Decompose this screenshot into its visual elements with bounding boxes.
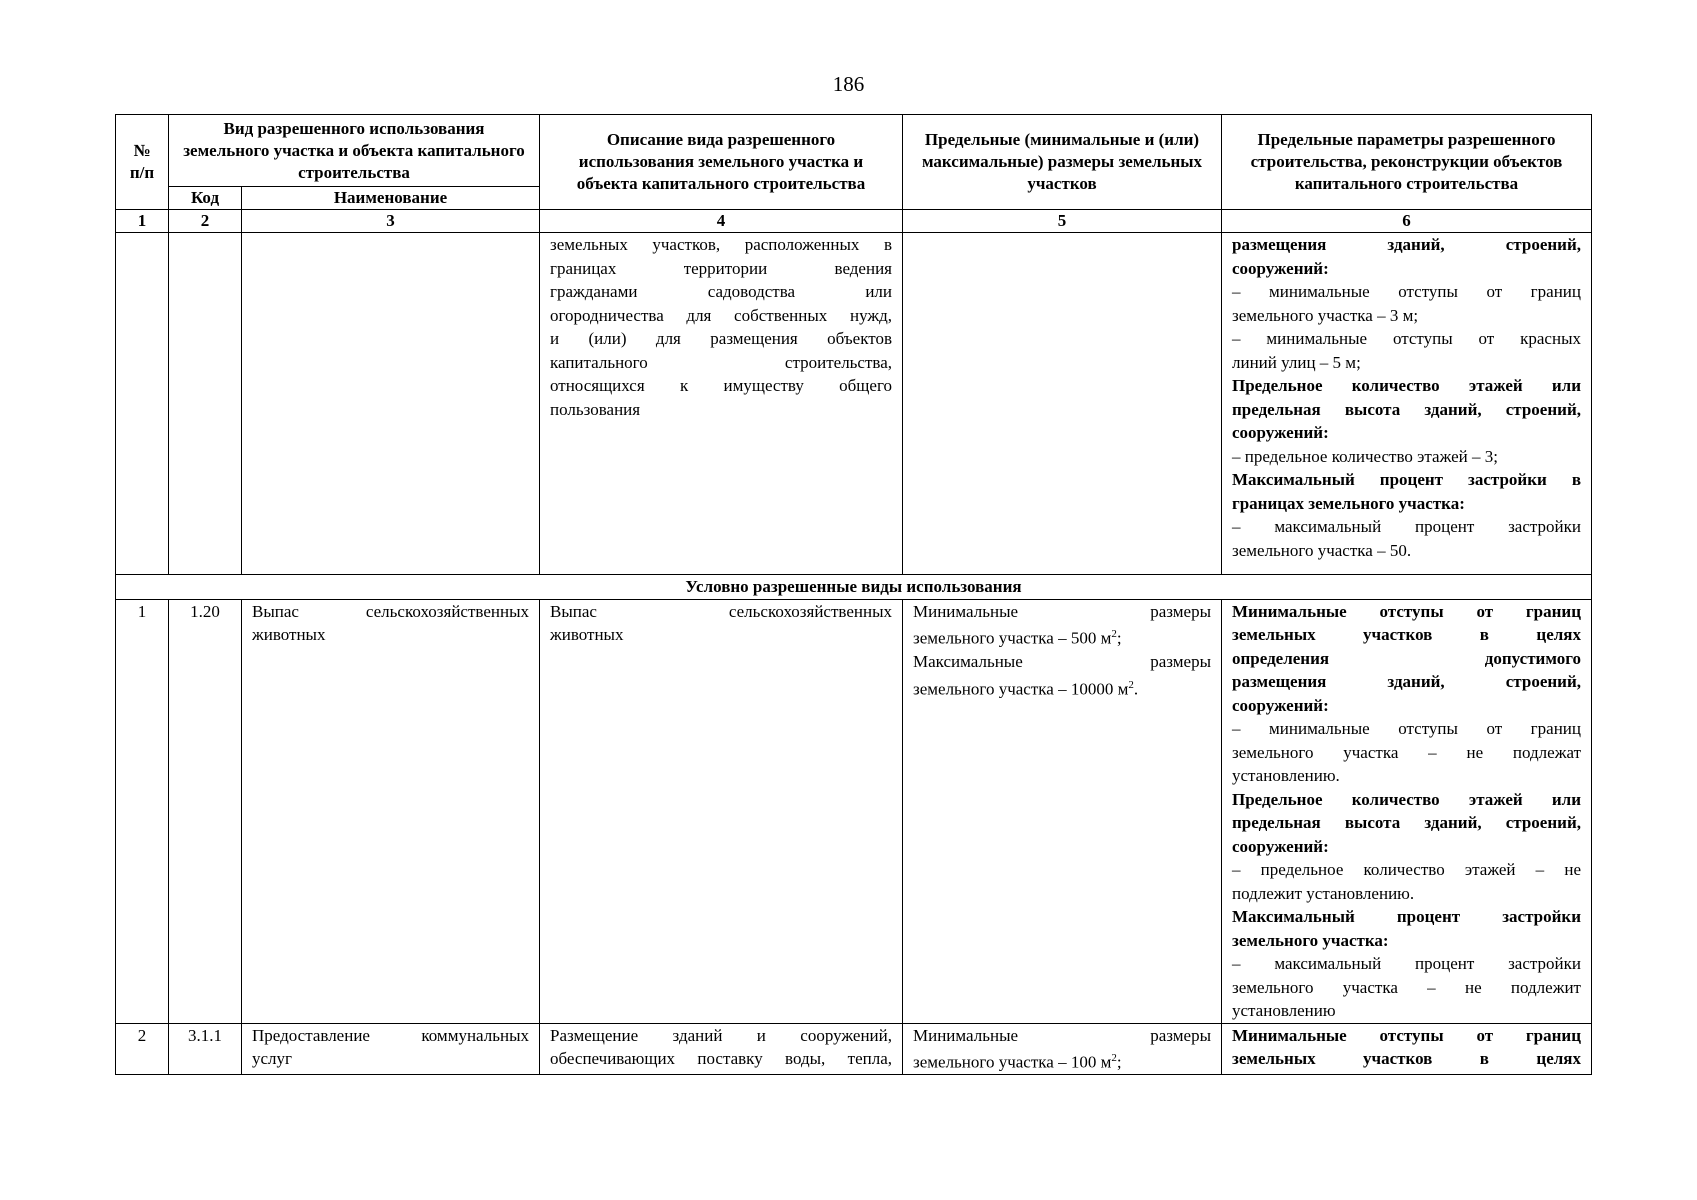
cell-line-text: земельного участка – 50. — [1232, 540, 1412, 560]
description-line: огородничества для собственных нужд, — [550, 305, 892, 325]
description-line: пользования — [550, 399, 641, 419]
cell-line — [1232, 811, 1581, 835]
cell-line-text: – минимальные отступы от красных — [1232, 329, 1581, 348]
cell-line-text: Предельное количество этажей или — [1232, 376, 1581, 395]
cell-line-text: – минимальные отступы от границ — [1232, 719, 1581, 738]
cell-line — [1232, 327, 1581, 351]
cell-line — [550, 623, 892, 647]
cell-line-text: Минимальные размеры — [913, 1025, 1211, 1045]
cell-line — [1232, 1047, 1581, 1071]
cell-line — [913, 650, 1211, 674]
cell-line — [252, 623, 529, 647]
cell-line-text: сооружений: — [1232, 423, 1329, 442]
cell-line — [1232, 445, 1581, 469]
cell-line-text: – предельное количество этажей – не — [1232, 860, 1581, 879]
cell-params — [1222, 599, 1592, 1023]
cell-line-text: предельная высота зданий, строений, — [1232, 813, 1581, 832]
cell-line-text: земельного участка – не подлежат — [1232, 742, 1581, 762]
cell-line — [1232, 976, 1581, 1000]
cell-line — [1232, 999, 1581, 1023]
column-number: 1 — [116, 210, 169, 233]
cell-line — [550, 1047, 892, 1071]
cell-description — [540, 233, 903, 575]
cell-line — [913, 1024, 1211, 1048]
continuation-row — [116, 233, 1592, 575]
cell-line — [1232, 764, 1581, 788]
column-number: 2 — [169, 210, 242, 233]
cell-line-text: – минимальные отступы от границ — [1232, 282, 1581, 301]
cell-line-text: предельная высота зданий, строений, — [1232, 399, 1581, 419]
description-line: и (или) для размещения объектов — [550, 329, 892, 348]
cell-line-tail: ; — [1116, 1052, 1122, 1072]
header-params: Предельные параметры разрешенного строительства, реконструкции объектов капитального строительства — [1222, 115, 1592, 210]
cell-name — [242, 233, 540, 575]
cell-line-text: земельных участков в целях — [1232, 1049, 1581, 1068]
table-row — [116, 1023, 1592, 1075]
cell-line — [1232, 515, 1581, 539]
cell-line-text: Выпас сельскохозяйственных — [252, 601, 529, 621]
cell-line — [913, 623, 1211, 650]
cell-line-text: Минимальные отступы от границ — [1232, 601, 1581, 621]
cell-line — [1232, 421, 1581, 445]
cell-line — [1232, 468, 1581, 492]
cell-line-text: Максимальный процент застройки в — [1232, 470, 1581, 489]
cell-line-text: обеспечивающих поставку воды, тепла, — [550, 1049, 892, 1068]
header-row-1 — [116, 115, 1592, 187]
superscript: 2 — [1111, 1052, 1117, 1064]
cell-line — [1232, 788, 1581, 812]
cell-line-text: Выпас сельскохозяйственных — [550, 601, 892, 621]
header-num: № п/п — [116, 115, 169, 210]
cell-line — [1232, 694, 1581, 718]
land-use-table — [115, 114, 1592, 1075]
cell-line-text: – максимальный процент застройки — [1232, 954, 1581, 973]
cell-code: 1.20 — [169, 599, 242, 1023]
cell-line — [1232, 741, 1581, 765]
cell-description — [540, 1023, 903, 1075]
cell-line — [252, 1024, 529, 1048]
cell-line — [1232, 670, 1581, 694]
cell-line — [1232, 647, 1581, 671]
cell-description — [540, 599, 903, 1023]
header-code: Код — [169, 187, 242, 210]
description-line: капитального строительства, — [550, 352, 892, 372]
cell-sizes — [903, 233, 1222, 575]
cell-line — [1232, 1024, 1581, 1048]
cell-line-text: Размещение зданий и сооружений, — [550, 1025, 892, 1045]
cell-num — [116, 233, 169, 575]
section-row — [116, 575, 1592, 600]
description-line: гражданами садоводства или — [550, 282, 892, 301]
cell-line — [1232, 835, 1581, 859]
cell-line-text: животных — [550, 625, 624, 644]
cell-line — [252, 1047, 529, 1071]
cell-line — [1232, 351, 1581, 375]
header-description: Описание вида разрешенного использования земельного участка и объекта капитального строительства — [540, 115, 903, 210]
cell-line-text: Максимальные размеры — [913, 652, 1211, 672]
cell-line — [1232, 929, 1581, 953]
cell-line-text: животных — [252, 625, 326, 644]
cell-line — [913, 600, 1211, 624]
description-line: земельных участков, расположенных в — [550, 235, 892, 254]
cell-line-text: земельного участка – 10000 м — [913, 679, 1129, 699]
header-name: Наименование — [242, 187, 540, 210]
cell-line-text: размещения зданий, строений, — [1232, 672, 1581, 691]
cell-line-text: установлению. — [1232, 766, 1340, 785]
description-line: границах территории ведения — [550, 258, 892, 278]
cell-line-text: земельного участка – 100 м — [913, 1052, 1112, 1072]
superscript: 2 — [1111, 628, 1117, 640]
cell-params — [1222, 233, 1592, 575]
cell-code — [169, 233, 242, 575]
cell-line — [550, 1024, 892, 1048]
column-number: 5 — [903, 210, 1222, 233]
cell-line-text: размещения зданий, строений, — [1232, 235, 1581, 254]
column-number: 6 — [1222, 210, 1592, 233]
cell-line-text: подлежит установлению. — [1232, 883, 1415, 903]
cell-line — [1232, 257, 1581, 281]
cell-line — [1232, 233, 1581, 257]
cell-line — [1232, 374, 1581, 398]
page-number: 186 — [832, 72, 865, 96]
cell-sizes — [903, 599, 1222, 1023]
cell-line-text: определения допустимого — [1232, 648, 1581, 668]
cell-line-text: Предельное количество этажей или — [1232, 789, 1581, 809]
header-sizes: Предельные (минимальные и (или) максимальные) размеры земельных участков — [903, 115, 1222, 210]
cell-num: 1 — [116, 599, 169, 1023]
superscript: 2 — [1128, 678, 1134, 691]
cell-line-text: земельных участков в целях — [1232, 625, 1581, 644]
cell-line — [1232, 492, 1581, 516]
cell-line-text: Максимальный процент застройки — [1232, 907, 1581, 926]
cell-line-text: земельного участка – 500 м — [913, 628, 1112, 648]
cell-line — [1232, 539, 1581, 563]
column-number: 4 — [540, 210, 903, 233]
cell-line-text: земельного участка – не подлежит — [1232, 977, 1581, 997]
cell-line — [913, 674, 1211, 701]
cell-line-text: Минимальные размеры — [913, 601, 1211, 621]
table-row — [116, 599, 1592, 1023]
cell-line — [913, 1047, 1211, 1074]
cell-num: 2 — [116, 1023, 169, 1075]
column-number: 3 — [242, 210, 540, 233]
column-numbers-row — [116, 210, 1592, 233]
cell-line-text: земельного участка – 3 м; — [1232, 305, 1419, 325]
cell-code: 3.1.1 — [169, 1023, 242, 1075]
cell-line-text: сооружений: — [1232, 258, 1329, 278]
cell-line — [1232, 398, 1581, 422]
cell-line — [1232, 717, 1581, 741]
cell-line — [1232, 623, 1581, 647]
cell-line-text: линий улиц – 5 м; — [1232, 352, 1361, 372]
cell-line-text: границах земельного участка: — [1232, 493, 1465, 513]
cell-params — [1222, 1023, 1592, 1075]
cell-line — [1232, 858, 1581, 882]
cell-line — [550, 600, 892, 624]
cell-line-text: Минимальные отступы от границ — [1232, 1025, 1581, 1045]
cell-line — [1232, 905, 1581, 929]
cell-line — [1232, 882, 1581, 906]
description-line: относящихся к имуществу общего — [550, 376, 892, 395]
cell-line-text: сооружений: — [1232, 836, 1329, 856]
cell-name — [242, 1023, 540, 1075]
cell-line — [1232, 304, 1581, 328]
header-vid-group: Вид разрешенного использования земельного участка и объекта капитального строительства — [169, 115, 540, 187]
cell-line-text: услуг — [252, 1049, 293, 1068]
cell-line — [1232, 280, 1581, 304]
cell-line-text: земельного участка: — [1232, 930, 1389, 950]
cell-line — [1232, 600, 1581, 624]
cell-line-tail: ; — [1116, 628, 1122, 648]
cell-line-text: Предоставление коммунальных — [252, 1025, 529, 1045]
cell-line — [252, 600, 529, 624]
cell-line-text: сооружений: — [1232, 695, 1329, 715]
cell-line-tail: . — [1133, 679, 1139, 699]
cell-line-text: – максимальный процент застройки — [1232, 517, 1581, 536]
cell-line — [1232, 952, 1581, 976]
section-title: Условно разрешенные виды использования — [116, 575, 1592, 600]
cell-sizes — [903, 1023, 1222, 1075]
cell-line-text: – предельное количество этажей – 3; — [1232, 446, 1498, 466]
cell-name — [242, 599, 540, 1023]
cell-line-text: установлению — [1232, 1001, 1336, 1020]
